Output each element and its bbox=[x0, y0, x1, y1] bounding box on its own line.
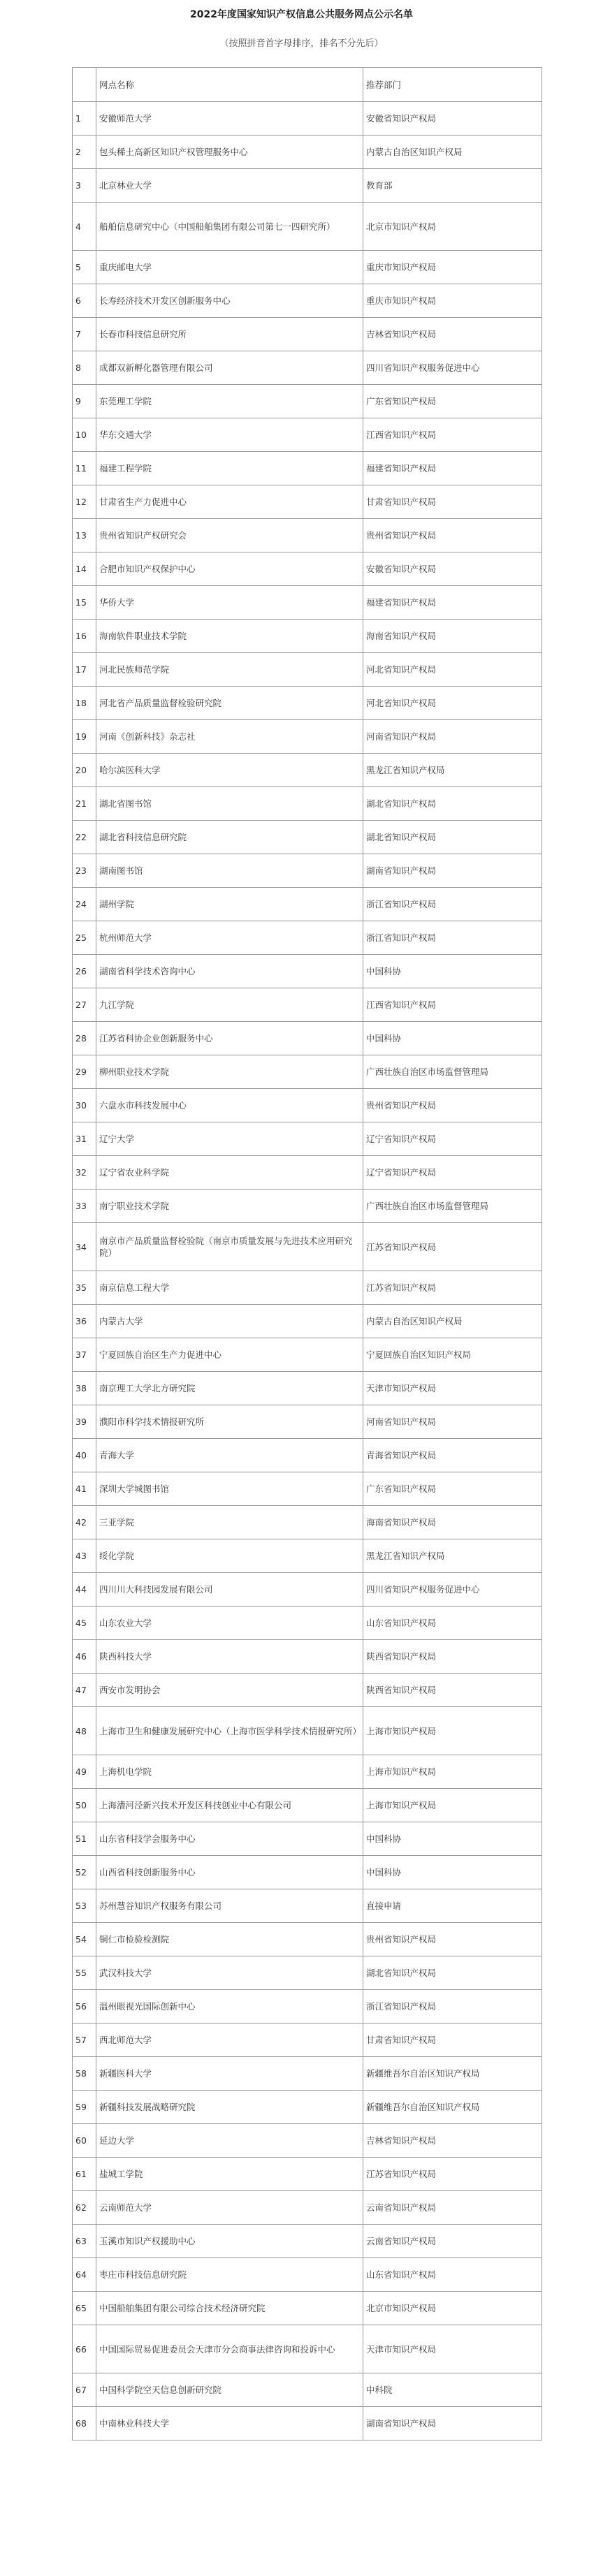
cell-index: 2 bbox=[73, 136, 96, 169]
table-row bbox=[73, 2407, 542, 2440]
table-row bbox=[73, 385, 542, 418]
cell-index: 15 bbox=[73, 586, 96, 620]
cell-outlet-name: 四川川大科技园发展有限公司 bbox=[96, 1573, 363, 1607]
table-row bbox=[73, 2091, 542, 2124]
cell-outlet-name: 湖州学院 bbox=[96, 888, 363, 921]
cell-recommending-dept: 湖南省知识产权局 bbox=[363, 2407, 542, 2440]
cell-outlet-name: 福建工程学院 bbox=[96, 452, 363, 485]
cell-recommending-dept: 江西省知识产权局 bbox=[363, 418, 542, 452]
table-row bbox=[73, 1755, 542, 1789]
cell-recommending-dept: 吉林省知识产权局 bbox=[363, 2124, 542, 2158]
table-row bbox=[73, 1305, 542, 1338]
table-row bbox=[73, 1089, 542, 1122]
cell-index: 31 bbox=[73, 1122, 96, 1156]
cell-recommending-dept: 四川省知识产权服务促进中心 bbox=[363, 351, 542, 385]
cell-index: 38 bbox=[73, 1372, 96, 1405]
cell-index: 46 bbox=[73, 1640, 96, 1674]
cell-outlet-name: 延边大学 bbox=[96, 2124, 363, 2158]
table-row bbox=[73, 1338, 542, 1372]
cell-recommending-dept: 内蒙古自治区知识产权局 bbox=[363, 1305, 542, 1338]
cell-outlet-name: 北京林业大学 bbox=[96, 169, 363, 203]
cell-index: 68 bbox=[73, 2407, 96, 2440]
cell-recommending-dept: 中科院 bbox=[363, 2373, 542, 2407]
cell-recommending-dept: 辽宁省知识产权局 bbox=[363, 1122, 542, 1156]
cell-recommending-dept: 浙江省知识产权局 bbox=[363, 921, 542, 955]
cell-outlet-name: 辽宁省农业科学院 bbox=[96, 1156, 363, 1190]
table-row bbox=[73, 1271, 542, 1305]
table-row bbox=[73, 2258, 542, 2292]
table-row bbox=[73, 1573, 542, 1607]
cell-recommending-dept: 黑龙江省知识产权局 bbox=[363, 754, 542, 787]
cell-index: 1 bbox=[73, 102, 96, 136]
cell-recommending-dept: 江苏省知识产权局 bbox=[363, 1271, 542, 1305]
cell-index: 21 bbox=[73, 787, 96, 821]
cell-outlet-name: 哈尔滨医科大学 bbox=[96, 754, 363, 787]
cell-index: 19 bbox=[73, 720, 96, 754]
cell-index: 49 bbox=[73, 1755, 96, 1789]
cell-index: 53 bbox=[73, 1889, 96, 1923]
cell-index: 47 bbox=[73, 1674, 96, 1707]
cell-outlet-name: 山西省科技创新服务中心 bbox=[96, 1856, 363, 1889]
cell-outlet-name: 包头稀土高新区知识产权管理服务中心 bbox=[96, 136, 363, 169]
table-row bbox=[73, 251, 542, 284]
cell-recommending-dept: 湖北省知识产权局 bbox=[363, 787, 542, 821]
cell-index: 5 bbox=[73, 251, 96, 284]
cell-outlet-name: 六盘水市科技发展中心 bbox=[96, 1089, 363, 1122]
cell-index: 16 bbox=[73, 620, 96, 653]
table-row bbox=[73, 519, 542, 552]
page-subtitle: （按照拼音首字母排序，排名不分先后） bbox=[219, 38, 384, 49]
cell-recommending-dept: 海南省知识产权局 bbox=[363, 620, 542, 653]
cell-outlet-name: 中国船舶集团有限公司综合技术经济研究院 bbox=[96, 2292, 363, 2325]
cell-outlet-name: 新疆医科大学 bbox=[96, 2057, 363, 2091]
table-row bbox=[73, 1640, 542, 1674]
cell-index: 17 bbox=[73, 653, 96, 687]
cell-index: 10 bbox=[73, 418, 96, 452]
cell-recommending-dept: 宁夏回族自治区知识产权局 bbox=[363, 1338, 542, 1372]
table-row bbox=[73, 787, 542, 821]
header-cell-name: 网点名称 bbox=[96, 68, 363, 102]
cell-recommending-dept: 黑龙江省知识产权局 bbox=[363, 1539, 542, 1573]
table-row bbox=[73, 452, 542, 485]
cell-index: 23 bbox=[73, 854, 96, 888]
table-row bbox=[73, 1122, 542, 1156]
table-row bbox=[73, 687, 542, 720]
table-row bbox=[73, 921, 542, 955]
cell-outlet-name: 甘肃省生产力促进中心 bbox=[96, 485, 363, 519]
cell-recommending-dept: 上海市知识产权局 bbox=[363, 1755, 542, 1789]
cell-recommending-dept: 云南省知识产权局 bbox=[363, 2191, 542, 2225]
table-row bbox=[73, 1405, 542, 1439]
table-row bbox=[73, 2057, 542, 2091]
cell-outlet-name: 绥化学院 bbox=[96, 1539, 363, 1573]
cell-recommending-dept: 河南省知识产权局 bbox=[363, 720, 542, 754]
cell-index: 45 bbox=[73, 1607, 96, 1640]
page-title: 2022年度国家知识产权信息公共服务网点公示名单 bbox=[190, 9, 413, 20]
cell-index: 59 bbox=[73, 2091, 96, 2124]
cell-outlet-name: 内蒙古大学 bbox=[96, 1305, 363, 1338]
cell-index: 32 bbox=[73, 1156, 96, 1190]
cell-recommending-dept: 海南省知识产权局 bbox=[363, 1506, 542, 1539]
table-row bbox=[73, 2024, 542, 2057]
cell-index: 65 bbox=[73, 2292, 96, 2325]
table-row bbox=[73, 1674, 542, 1707]
table-row bbox=[73, 988, 542, 1022]
cell-outlet-name: 上海漕河泾新兴技术开发区科技创业中心有限公司 bbox=[96, 1789, 363, 1822]
cell-index: 48 bbox=[73, 1707, 96, 1755]
cell-index: 8 bbox=[73, 351, 96, 385]
cell-outlet-name: 九江学院 bbox=[96, 988, 363, 1022]
cell-outlet-name: 陕西科技大学 bbox=[96, 1640, 363, 1674]
cell-outlet-name: 安徽师范大学 bbox=[96, 102, 363, 136]
table-row bbox=[73, 136, 542, 169]
cell-index: 22 bbox=[73, 821, 96, 854]
cell-outlet-name: 苏州慧谷知识产权服务有限公司 bbox=[96, 1889, 363, 1923]
cell-outlet-name: 杭州师范大学 bbox=[96, 921, 363, 955]
cell-outlet-name: 青海大学 bbox=[96, 1439, 363, 1472]
table-row bbox=[73, 653, 542, 687]
table-row bbox=[73, 888, 542, 921]
table-row bbox=[73, 2158, 542, 2191]
cell-recommending-dept: 北京市知识产权局 bbox=[363, 203, 542, 251]
cell-index: 29 bbox=[73, 1055, 96, 1089]
cell-index: 4 bbox=[73, 203, 96, 251]
cell-index: 37 bbox=[73, 1338, 96, 1372]
cell-outlet-name: 贵州省知识产权研究会 bbox=[96, 519, 363, 552]
cell-recommending-dept: 山东省知识产权局 bbox=[363, 1607, 542, 1640]
cell-index: 56 bbox=[73, 1990, 96, 2024]
cell-index: 35 bbox=[73, 1271, 96, 1305]
table-row bbox=[73, 284, 542, 318]
cell-outlet-name: 武汉科技大学 bbox=[96, 1956, 363, 1990]
cell-recommending-dept: 甘肃省知识产权局 bbox=[363, 485, 542, 519]
cell-index: 20 bbox=[73, 754, 96, 787]
cell-outlet-name: 南京理工大学北方研究院 bbox=[96, 1372, 363, 1405]
cell-recommending-dept: 贵州省知识产权局 bbox=[363, 1923, 542, 1956]
cell-outlet-name: 华侨大学 bbox=[96, 586, 363, 620]
table-header-row bbox=[73, 68, 542, 102]
cell-outlet-name: 河北省产品质量监督检验研究院 bbox=[96, 687, 363, 720]
table-row bbox=[73, 203, 542, 251]
table-row bbox=[73, 1956, 542, 1990]
cell-index: 26 bbox=[73, 955, 96, 988]
cell-index: 44 bbox=[73, 1573, 96, 1607]
cell-recommending-dept: 甘肃省知识产权局 bbox=[363, 2024, 542, 2057]
cell-recommending-dept: 云南省知识产权局 bbox=[363, 2225, 542, 2258]
cell-outlet-name: 辽宁大学 bbox=[96, 1122, 363, 1156]
cell-outlet-name: 海南软件职业技术学院 bbox=[96, 620, 363, 653]
cell-outlet-name: 南京市产品质量监督检验院（南京市质量发展与先进技术应用研究院） bbox=[96, 1223, 363, 1271]
cell-outlet-name: 西安市发明协会 bbox=[96, 1674, 363, 1707]
cell-recommending-dept: 广西壮族自治区市场监督管理局 bbox=[363, 1190, 542, 1223]
cell-index: 51 bbox=[73, 1822, 96, 1856]
cell-outlet-name: 三亚学院 bbox=[96, 1506, 363, 1539]
cell-recommending-dept: 广东省知识产权局 bbox=[363, 385, 542, 418]
cell-index: 52 bbox=[73, 1856, 96, 1889]
cell-outlet-name: 长寿经济技术开发区创新服务中心 bbox=[96, 284, 363, 318]
cell-outlet-name: 中国科学院空天信息创新研究院 bbox=[96, 2373, 363, 2407]
cell-index: 36 bbox=[73, 1305, 96, 1338]
table-row bbox=[73, 1990, 542, 2024]
cell-index: 34 bbox=[73, 1223, 96, 1271]
table-row bbox=[73, 1439, 542, 1472]
cell-outlet-name: 成都双新孵化器管理有限公司 bbox=[96, 351, 363, 385]
cell-recommending-dept: 广东省知识产权局 bbox=[363, 1472, 542, 1506]
cell-recommending-dept: 湖北省知识产权局 bbox=[363, 1956, 542, 1990]
header-cell-dept: 推荐部门 bbox=[363, 68, 542, 102]
cell-index: 40 bbox=[73, 1439, 96, 1472]
cell-recommending-dept: 河北省知识产权局 bbox=[363, 687, 542, 720]
table-row bbox=[73, 1822, 542, 1856]
table-body bbox=[73, 68, 542, 2440]
cell-index: 61 bbox=[73, 2158, 96, 2191]
cell-outlet-name: 西北师范大学 bbox=[96, 2024, 363, 2057]
cell-outlet-name: 山东省科技学会服务中心 bbox=[96, 1822, 363, 1856]
cell-outlet-name: 湖南图书馆 bbox=[96, 854, 363, 888]
cell-outlet-name: 重庆邮电大学 bbox=[96, 251, 363, 284]
cell-index: 43 bbox=[73, 1539, 96, 1573]
cell-index: 39 bbox=[73, 1405, 96, 1439]
cell-recommending-dept: 新疆维吾尔自治区知识产权局 bbox=[363, 2091, 542, 2124]
cell-recommending-dept: 中国科协 bbox=[363, 1856, 542, 1889]
cell-outlet-name: 宁夏回族自治区生产力促进中心 bbox=[96, 1338, 363, 1372]
cell-outlet-name: 玉溪市知识产权援助中心 bbox=[96, 2225, 363, 2258]
table-row bbox=[73, 351, 542, 385]
cell-index: 63 bbox=[73, 2225, 96, 2258]
cell-recommending-dept: 新疆维吾尔自治区知识产权局 bbox=[363, 2057, 542, 2091]
cell-recommending-dept: 安徽省知识产权局 bbox=[363, 102, 542, 136]
cell-recommending-dept: 中国科协 bbox=[363, 1022, 542, 1055]
cell-recommending-dept: 福建省知识产权局 bbox=[363, 586, 542, 620]
table-row bbox=[73, 955, 542, 988]
table-row bbox=[73, 1055, 542, 1089]
table-row bbox=[73, 102, 542, 136]
cell-index: 50 bbox=[73, 1789, 96, 1822]
cell-recommending-dept: 浙江省知识产权局 bbox=[363, 1990, 542, 2024]
cell-outlet-name: 濮阳市科学技术情报研究所 bbox=[96, 1405, 363, 1439]
cell-index: 62 bbox=[73, 2191, 96, 2225]
cell-recommending-dept: 安徽省知识产权局 bbox=[363, 552, 542, 586]
cell-outlet-name: 湖北省图书馆 bbox=[96, 787, 363, 821]
cell-outlet-name: 河北民族师范学院 bbox=[96, 653, 363, 687]
cell-outlet-name: 华东交通大学 bbox=[96, 418, 363, 452]
cell-recommending-dept: 上海市知识产权局 bbox=[363, 1707, 542, 1755]
cell-recommending-dept: 江苏省知识产权局 bbox=[363, 1223, 542, 1271]
cell-index: 64 bbox=[73, 2258, 96, 2292]
cell-index: 67 bbox=[73, 2373, 96, 2407]
table-row bbox=[73, 1372, 542, 1405]
cell-outlet-name: 湖南省科学技术咨询中心 bbox=[96, 955, 363, 988]
table-row bbox=[73, 854, 542, 888]
cell-index: 28 bbox=[73, 1022, 96, 1055]
table-row bbox=[73, 2124, 542, 2158]
cell-recommending-dept: 湖北省知识产权局 bbox=[363, 821, 542, 854]
table-row bbox=[73, 754, 542, 787]
table-row bbox=[73, 586, 542, 620]
cell-outlet-name: 南京信息工程大学 bbox=[96, 1271, 363, 1305]
cell-outlet-name: 新疆科技发展战略研究院 bbox=[96, 2091, 363, 2124]
cell-recommending-dept: 辽宁省知识产权局 bbox=[363, 1156, 542, 1190]
cell-outlet-name: 温州眼视光国际创新中心 bbox=[96, 1990, 363, 2024]
cell-outlet-name: 中南林业科技大学 bbox=[96, 2407, 363, 2440]
cell-outlet-name: 船舶信息研究中心（中国船舶集团有限公司第七一四研究所） bbox=[96, 203, 363, 251]
cell-outlet-name: 深圳大学城图书馆 bbox=[96, 1472, 363, 1506]
cell-recommending-dept: 陕西省知识产权局 bbox=[363, 1640, 542, 1674]
cell-recommending-dept: 贵州省知识产权局 bbox=[363, 519, 542, 552]
table-row bbox=[73, 620, 542, 653]
table-row bbox=[73, 1539, 542, 1573]
table-row bbox=[73, 1190, 542, 1223]
cell-recommending-dept: 直接申请 bbox=[363, 1889, 542, 1923]
cell-index: 42 bbox=[73, 1506, 96, 1539]
cell-outlet-name: 柳州职业技术学院 bbox=[96, 1055, 363, 1089]
cell-recommending-dept: 中国科协 bbox=[363, 955, 542, 988]
cell-recommending-dept: 河南省知识产权局 bbox=[363, 1405, 542, 1439]
cell-outlet-name: 上海市卫生和健康发展研究中心（上海市医学科学技术情报研究所） bbox=[96, 1707, 363, 1755]
table-row bbox=[73, 1156, 542, 1190]
table-row bbox=[73, 821, 542, 854]
cell-outlet-name: 铜仁市检验检测院 bbox=[96, 1923, 363, 1956]
table-row bbox=[73, 1707, 542, 1755]
table-row bbox=[73, 169, 542, 203]
cell-index: 12 bbox=[73, 485, 96, 519]
table-row bbox=[73, 1856, 542, 1889]
cell-recommending-dept: 山东省知识产权局 bbox=[363, 2258, 542, 2292]
cell-index: 60 bbox=[73, 2124, 96, 2158]
cell-recommending-dept: 河北省知识产权局 bbox=[363, 653, 542, 687]
cell-index: 66 bbox=[73, 2325, 96, 2373]
table-row bbox=[73, 1472, 542, 1506]
table-row bbox=[73, 418, 542, 452]
cell-outlet-name: 上海机电学院 bbox=[96, 1755, 363, 1789]
cell-recommending-dept: 教育部 bbox=[363, 169, 542, 203]
cell-outlet-name: 枣庄市科技信息研究院 bbox=[96, 2258, 363, 2292]
cell-recommending-dept: 北京市知识产权局 bbox=[363, 2292, 542, 2325]
cell-outlet-name: 云南师范大学 bbox=[96, 2191, 363, 2225]
table-row bbox=[73, 1022, 542, 1055]
cell-recommending-dept: 福建省知识产权局 bbox=[363, 452, 542, 485]
cell-outlet-name: 长春市科技信息研究所 bbox=[96, 318, 363, 351]
table-row bbox=[73, 1889, 542, 1923]
cell-outlet-name: 河南《创新科技》杂志社 bbox=[96, 720, 363, 754]
table-row bbox=[73, 2373, 542, 2407]
table-row bbox=[73, 2325, 542, 2373]
cell-index: 54 bbox=[73, 1923, 96, 1956]
cell-index: 25 bbox=[73, 921, 96, 955]
cell-recommending-dept: 重庆市知识产权局 bbox=[363, 251, 542, 284]
cell-outlet-name: 江苏省科协企业创新服务中心 bbox=[96, 1022, 363, 1055]
cell-outlet-name: 合肥市知识产权保护中心 bbox=[96, 552, 363, 586]
cell-recommending-dept: 中国科协 bbox=[363, 1822, 542, 1856]
header-cell-index bbox=[73, 68, 96, 102]
cell-recommending-dept: 吉林省知识产权局 bbox=[363, 318, 542, 351]
service-outlet-table bbox=[72, 67, 542, 2440]
cell-index: 58 bbox=[73, 2057, 96, 2091]
cell-index: 7 bbox=[73, 318, 96, 351]
cell-index: 57 bbox=[73, 2024, 96, 2057]
cell-recommending-dept: 湖南省知识产权局 bbox=[363, 854, 542, 888]
cell-recommending-dept: 江西省知识产权局 bbox=[363, 988, 542, 1022]
cell-recommending-dept: 陕西省知识产权局 bbox=[363, 1674, 542, 1707]
cell-recommending-dept: 天津市知识产权局 bbox=[363, 1372, 542, 1405]
cell-recommending-dept: 广西壮族自治区市场监督管理局 bbox=[363, 1055, 542, 1089]
cell-outlet-name: 山东农业大学 bbox=[96, 1607, 363, 1640]
cell-recommending-dept: 江苏省知识产权局 bbox=[363, 2158, 542, 2191]
cell-index: 27 bbox=[73, 988, 96, 1022]
cell-index: 33 bbox=[73, 1190, 96, 1223]
cell-index: 3 bbox=[73, 169, 96, 203]
cell-index: 14 bbox=[73, 552, 96, 586]
cell-recommending-dept: 浙江省知识产权局 bbox=[363, 888, 542, 921]
cell-recommending-dept: 上海市知识产权局 bbox=[363, 1789, 542, 1822]
cell-index: 13 bbox=[73, 519, 96, 552]
table-row bbox=[73, 2225, 542, 2258]
cell-recommending-dept: 重庆市知识产权局 bbox=[363, 284, 542, 318]
cell-index: 30 bbox=[73, 1089, 96, 1122]
table-row bbox=[73, 1223, 542, 1271]
cell-index: 18 bbox=[73, 687, 96, 720]
cell-index: 55 bbox=[73, 1956, 96, 1990]
cell-outlet-name: 中国国际贸易促进委员会天津市分会商事法律咨询和投诉中心 bbox=[96, 2325, 363, 2373]
table-row bbox=[73, 1789, 542, 1822]
cell-recommending-dept: 内蒙古自治区知识产权局 bbox=[363, 136, 542, 169]
cell-outlet-name: 南宁职业技术学院 bbox=[96, 1190, 363, 1223]
cell-index: 9 bbox=[73, 385, 96, 418]
table-row bbox=[73, 1506, 542, 1539]
cell-index: 24 bbox=[73, 888, 96, 921]
table-row bbox=[73, 2292, 542, 2325]
table-row bbox=[73, 485, 542, 519]
table-row bbox=[73, 1923, 542, 1956]
table-row bbox=[73, 318, 542, 351]
table-row bbox=[73, 720, 542, 754]
cell-recommending-dept: 青海省知识产权局 bbox=[363, 1439, 542, 1472]
cell-index: 11 bbox=[73, 452, 96, 485]
cell-outlet-name: 湖北省科技信息研究院 bbox=[96, 821, 363, 854]
table-row bbox=[73, 1607, 542, 1640]
cell-index: 6 bbox=[73, 284, 96, 318]
table-row bbox=[73, 2191, 542, 2225]
table-row bbox=[73, 552, 542, 586]
cell-recommending-dept: 天津市知识产权局 bbox=[363, 2325, 542, 2373]
cell-index: 41 bbox=[73, 1472, 96, 1506]
cell-outlet-name: 东莞理工学院 bbox=[96, 385, 363, 418]
cell-recommending-dept: 四川省知识产权服务促进中心 bbox=[363, 1573, 542, 1607]
cell-recommending-dept: 贵州省知识产权局 bbox=[363, 1089, 542, 1122]
cell-outlet-name: 盐城工学院 bbox=[96, 2158, 363, 2191]
